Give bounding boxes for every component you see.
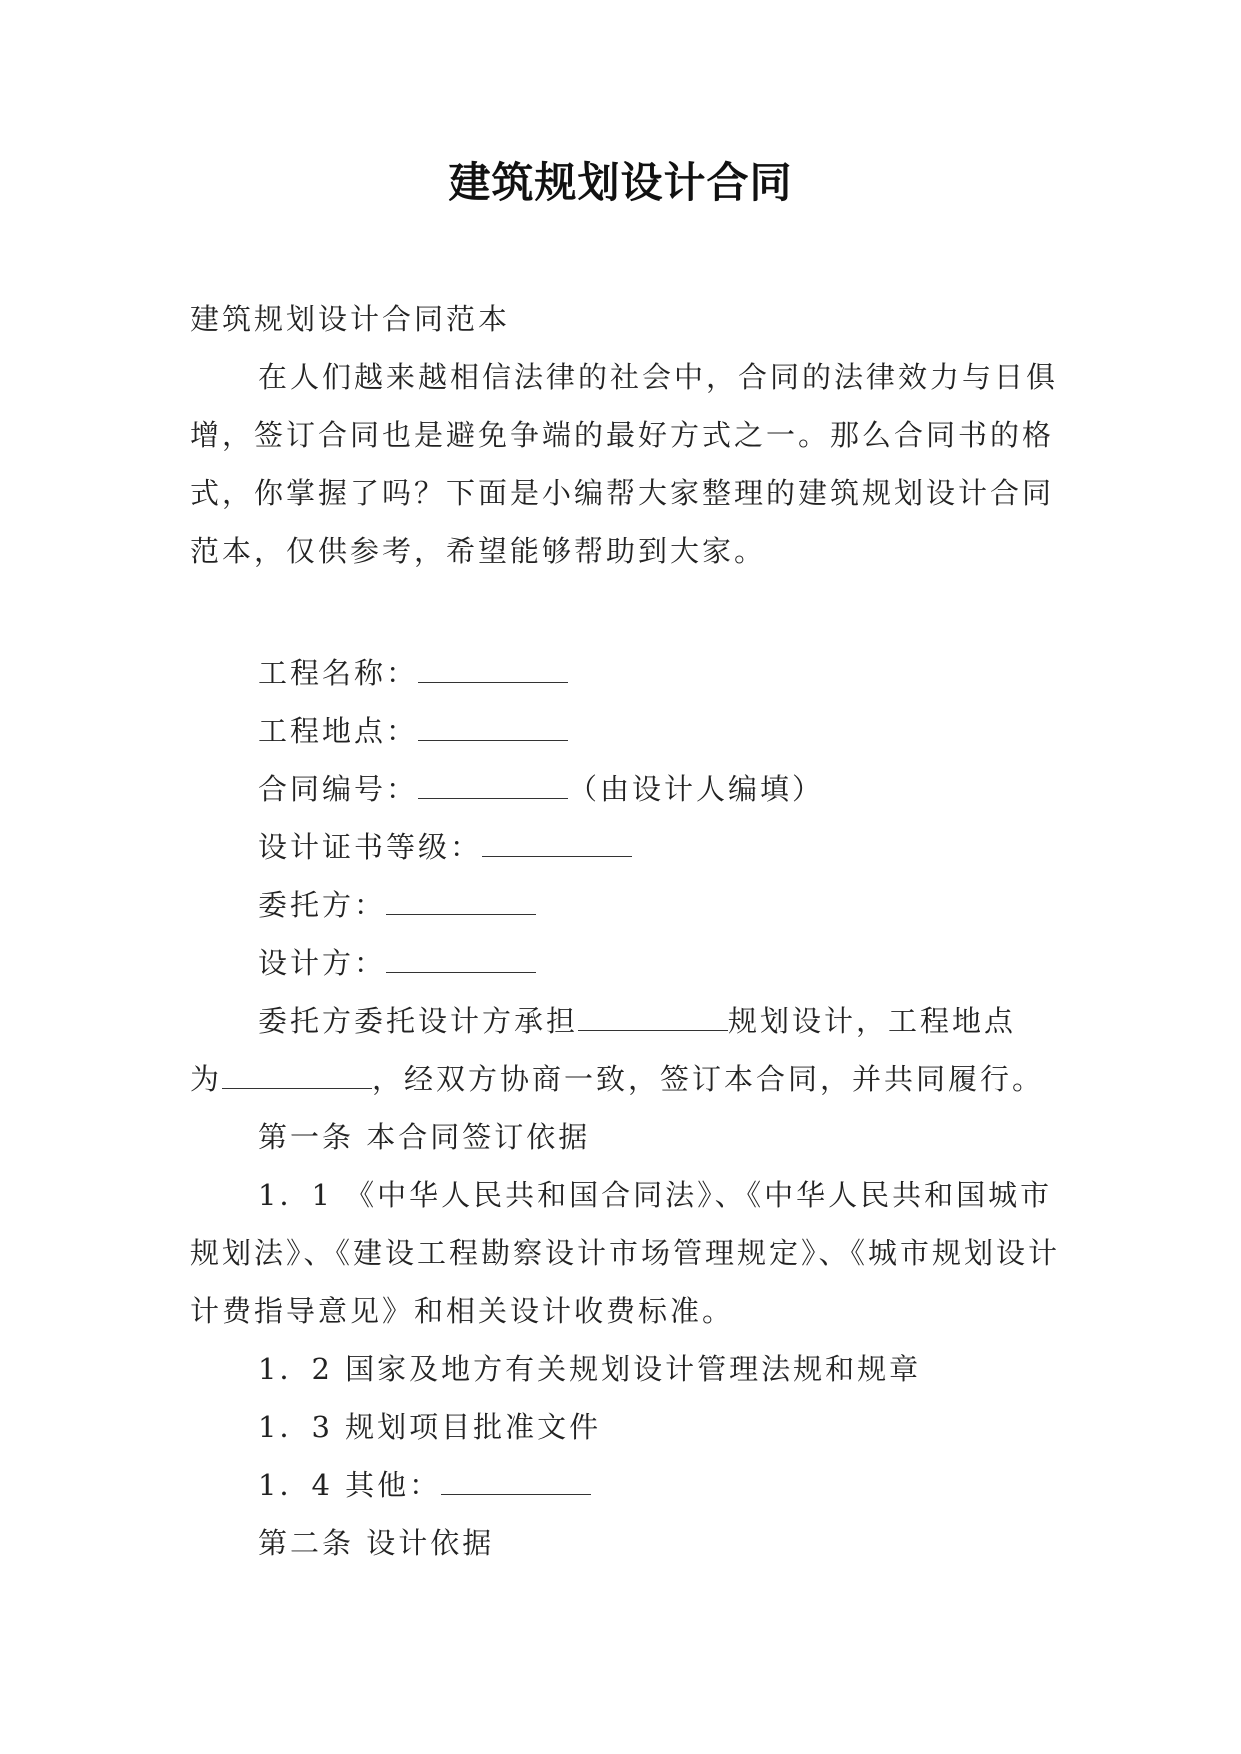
article-1-item-1: 1．1 《中华人民共和国合同法》、《中华人民共和国城市规划法》、《建设工程勘察设计市场管理规定》、《城市规划设计计费指导意见》和相关设计收费标准。 [190,1178,1061,1328]
article-1-item-3: 1．3 规划项目批准文件 [258,1410,602,1444]
field-label: 工程名称： [258,656,419,690]
field-certificate-grade [190,818,1060,876]
field-label: 工程地点： [258,714,419,748]
field-label: 委托方： [258,888,387,922]
article-1-item-2: 1．2 国家及地方有关规划设计管理法规和规章 [258,1352,922,1386]
blank-line [418,718,568,741]
item-label: 1．4 其他： [258,1468,442,1502]
field-project-name [190,644,1060,702]
clause-text: 委托方委托设计方承担 [258,1004,579,1038]
field-label: 合同编号： [258,772,419,806]
article-2-heading: 第二条 设计依据 [258,1526,495,1560]
intro-paragraph: 在人们越来越相信法律的社会中，合同的法律效力与日俱增，签订合同也是避免争端的最好方式之一。那么合同书的格式，你掌握了吗？下面是小编帮大家整理的建筑规划设计合同范本，仅供参考，希望能够帮助到大家。 [190,360,1059,568]
clause-text: 为 [190,1062,223,1096]
document-body [190,290,1060,1572]
blank-line [482,834,632,857]
field-label: 设计证书等级： [258,830,483,864]
blank-line [418,660,568,683]
blank-line [418,776,568,799]
clause-intro-line-2 [190,1050,1060,1108]
field-client [190,876,1060,934]
field-note: （由设计人编填） [568,772,825,806]
paragraph-gap [190,580,1060,644]
document-title: 建筑规划设计合同 [448,158,793,207]
clause-text: 规划设计，工程地点 [728,1004,1017,1038]
field-designer [190,934,1060,992]
blank-line [386,950,536,973]
article-1-heading: 第一条 本合同签订依据 [258,1120,591,1154]
field-contract-no [190,760,1060,818]
blank-line [441,1472,591,1495]
blank-line [386,892,536,915]
clause-intro-line-1 [190,992,1060,1050]
clause-text: ，经双方协商一致，签订本合同，并共同履行。 [372,1062,1045,1096]
article-1-item-4 [190,1456,1060,1514]
blank-line [222,1066,372,1089]
blank-line [578,1008,728,1031]
field-label: 设计方： [258,946,387,980]
field-project-location [190,702,1060,760]
document-subtitle: 建筑规划设计合同范本 [190,302,511,336]
